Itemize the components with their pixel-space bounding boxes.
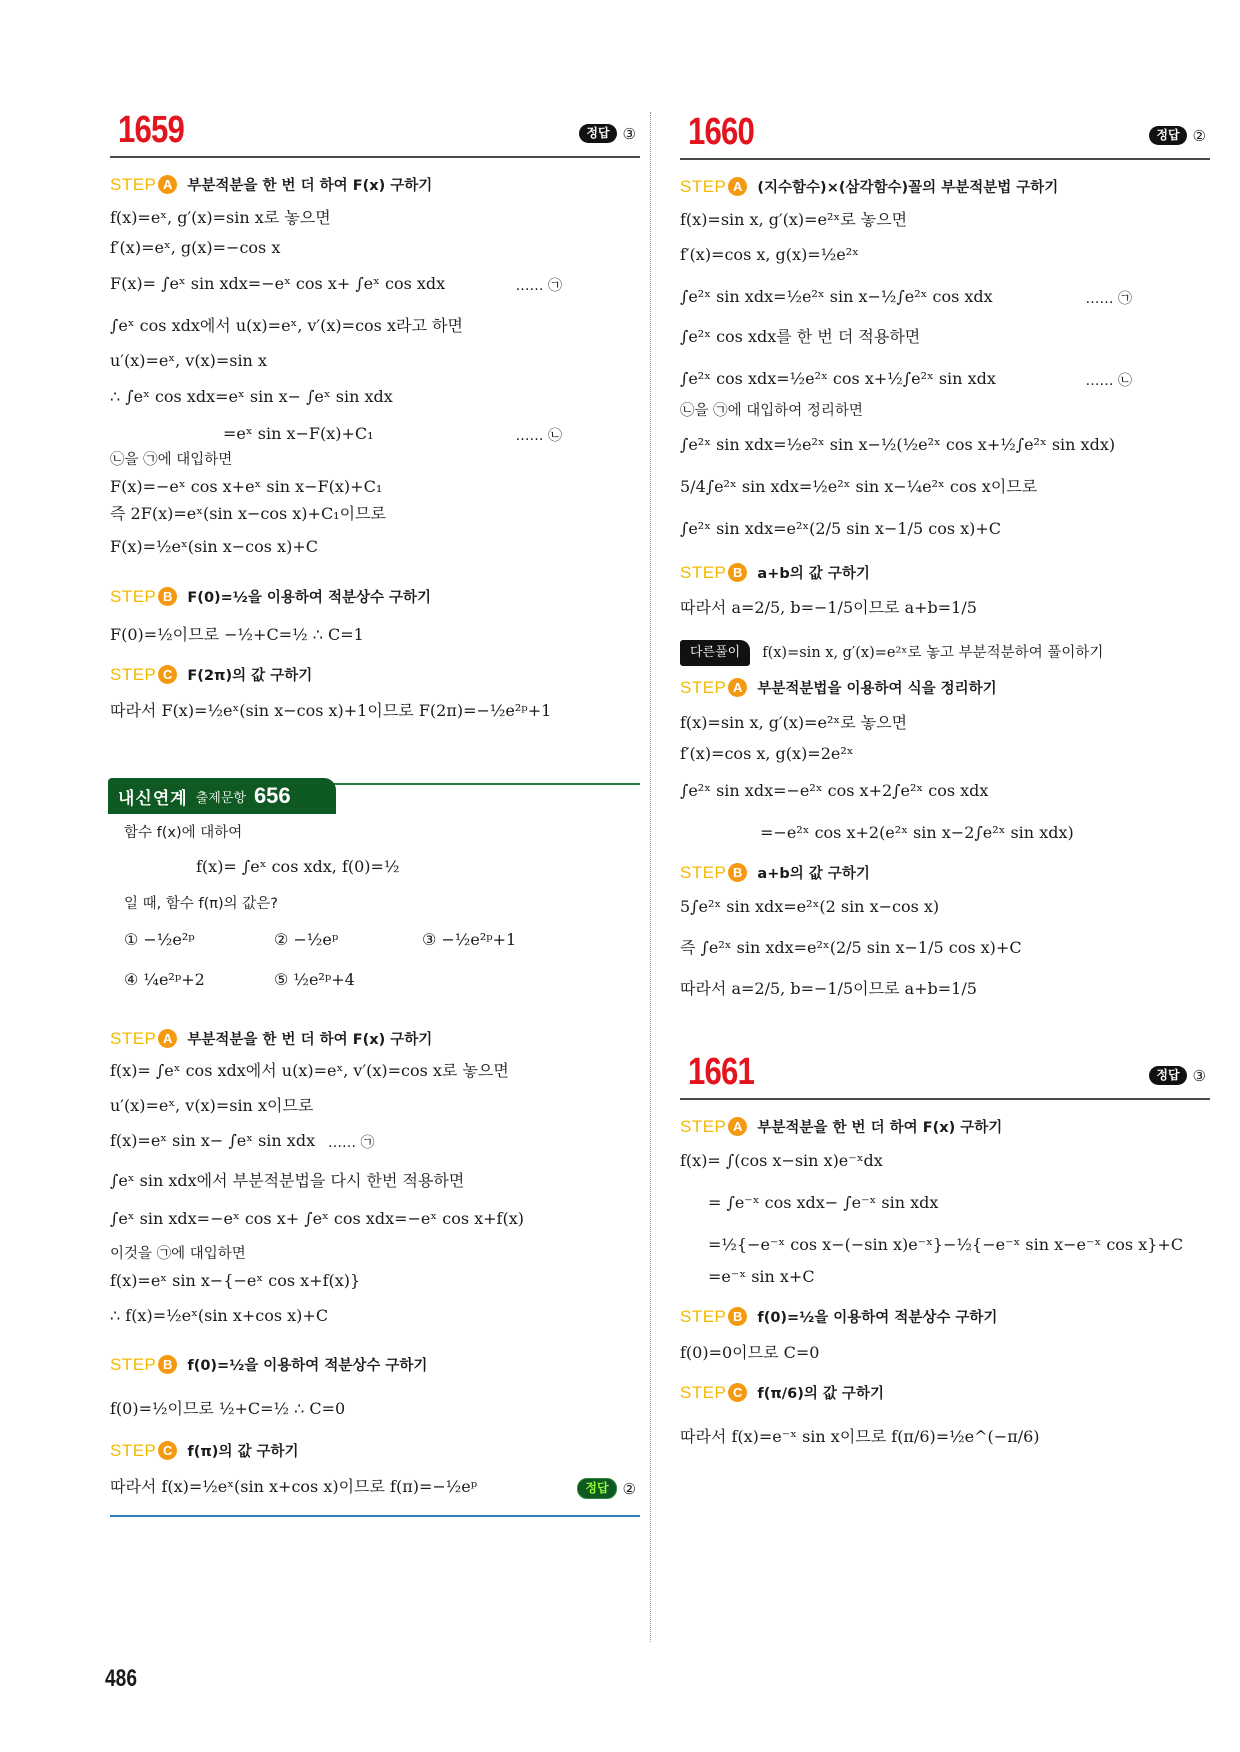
step-tag: STEP C [110, 665, 177, 685]
step-tag: STEP A [680, 678, 747, 698]
step-header [110, 586, 431, 607]
solution-line: =−e²ˣ cos x+2(e²ˣ sin x−2∫e²ˣ sin xdx) [760, 823, 1074, 842]
step-title: 부분적분법을 이용하여 식을 정리하기 [757, 681, 997, 697]
answer-indicator [579, 124, 636, 143]
answer-value: ② [1192, 126, 1206, 145]
step-title: F(0)=½을 이용하여 적분상수 구하기 [187, 590, 432, 606]
choice-3[interactable]: ③ −½e²ᵖ+1 [422, 930, 517, 949]
step-title: f(0)=½을 이용하여 적분상수 구하기 [757, 1310, 998, 1326]
solution-line: 즉 2F(x)=eˣ(sin x−cos x)+C₁이므로 [110, 504, 386, 523]
solution-line: f′(x)=eˣ, g(x)=−cos x [110, 238, 281, 257]
solution-line: f′(x)=cos x, g(x)=½e²ˣ [680, 245, 859, 264]
step-title: f(π)의 값 구하기 [187, 1444, 299, 1460]
step-letter-icon: A [728, 177, 747, 196]
step-title: F(2π)의 값 구하기 [187, 668, 313, 684]
step-header [680, 677, 997, 698]
answer-indicator [1149, 1066, 1206, 1085]
solution-line: f(0)=0이므로 C=0 [680, 1343, 820, 1362]
question-formula: f(x)= ∫eˣ cos xdx, f(0)=½ [196, 857, 400, 876]
column-divider [650, 112, 651, 1642]
solution-line: f(x)=sin x, g′(x)=e²ˣ로 놓으면 [680, 210, 908, 229]
related-title: 내신연계 [118, 788, 188, 809]
step-header [680, 1382, 884, 1403]
step-tag: STEP B [680, 1307, 747, 1327]
solution-line: f(x)=eˣ, g′(x)=sin x로 놓으면 [110, 208, 331, 227]
solution-line: ∫e²ˣ sin xdx=½e²ˣ sin x−½∫e²ˣ cos xdx [680, 287, 993, 306]
equation-marker: …… ㉠ [328, 1135, 375, 1151]
step-tag: STEP B [110, 587, 177, 607]
equation-marker: …… ㉠ [1085, 291, 1132, 307]
step-header [680, 562, 870, 583]
alternative-tag: 다른풀이 [680, 640, 750, 666]
step-letter-icon: B [158, 1355, 177, 1374]
solution-line: 따라서 a=2/5, b=−1/5이므로 a+b=1/5 [680, 979, 977, 998]
step-tag: STEP C [680, 1383, 747, 1403]
problem-number: 1659 [118, 109, 185, 151]
solution-line: 따라서 a=2/5, b=−1/5이므로 a+b=1/5 [680, 598, 977, 617]
solution-line: 따라서 F(x)=½eˣ(sin x−cos x)+1이므로 F(2π)=−½e²ᵖ+1 [110, 701, 552, 720]
solution-line: u′(x)=eˣ, v(x)=sin x이므로 [110, 1096, 314, 1115]
alternative-solution-header [680, 640, 1103, 666]
section-end-rule [110, 1515, 640, 1517]
step-tag: STEP B [680, 563, 747, 583]
step-header [110, 664, 312, 685]
solution-line: =e⁻ˣ sin x+C [708, 1267, 815, 1286]
step-title: (지수함수)×(삼각함수)꼴의 부분적분법 구하기 [757, 180, 1059, 196]
step-letter-icon: C [158, 665, 177, 684]
solution-line: f(x)=eˣ sin x− ∫eˣ sin xdx [110, 1131, 316, 1150]
problem-number: 1660 [688, 111, 755, 153]
step-letter-icon: A [728, 1117, 747, 1136]
answer-badge: 정답 [579, 124, 616, 143]
question-intro: 함수 f(x)에 대하여 [124, 825, 243, 841]
answer-indicator [1149, 126, 1206, 145]
step-letter-icon: C [158, 1441, 177, 1460]
solution-line: ∫e²ˣ cos xdx를 한 번 더 적용하면 [680, 327, 921, 346]
problem-header-1660 [680, 110, 1210, 160]
step-letter-icon: A [728, 678, 747, 697]
solution-line: =½{−e⁻ˣ cos x−(−sin x)e⁻ˣ}−½{−e⁻ˣ sin x−e⁻ˣ cos x}+C [708, 1235, 1184, 1254]
solution-line: 5/4∫e²ˣ sin xdx=½e²ˣ sin x−¼e²ˣ cos x이므로 [680, 477, 1038, 496]
solution-line: ∫e²ˣ sin xdx=−e²ˣ cos x+2∫e²ˣ cos xdx [680, 781, 989, 800]
solution-line: ㉡을 ㉠에 대입하여 정리하면 [680, 403, 863, 419]
related-number: 656 [253, 783, 291, 808]
solution-line: ∫e²ˣ sin xdx=½e²ˣ sin x−½(½e²ˣ cos x+½∫e²ˣ sin xdx) [680, 435, 1116, 454]
step-title: a+b의 값 구하기 [757, 566, 870, 582]
solution-line: = ∫e⁻ˣ cos xdx− ∫e⁻ˣ sin xdx [708, 1193, 939, 1212]
step-header [680, 862, 870, 883]
step-letter-icon: C [728, 1383, 747, 1402]
step-tag: STEP B [110, 1355, 177, 1375]
step-letter-icon: B [728, 563, 747, 582]
solution-line: =eˣ sin x−F(x)+C₁ [223, 424, 374, 443]
step-title: 부분적분을 한 번 더 하여 F(x) 구하기 [187, 178, 433, 194]
step-header [110, 1354, 427, 1375]
related-answer [577, 1478, 636, 1499]
solution-line: ∫eˣ sin xdx=−eˣ cos x+ ∫eˣ cos xdx=−eˣ cos x+f(x) [110, 1209, 524, 1228]
solution-line: u′(x)=eˣ, v(x)=sin x [110, 351, 267, 370]
step-title: a+b의 값 구하기 [757, 866, 870, 882]
choice-4[interactable]: ④ ¼e²ᵖ+2 [124, 970, 205, 989]
solution-line: 5∫e²ˣ sin xdx=e²ˣ(2 sin x−cos x) [680, 897, 940, 916]
step-letter-icon: A [158, 175, 177, 194]
answer-value: ② [622, 1479, 636, 1498]
solution-line: ∫eˣ sin xdx에서 부분적분법을 다시 한번 적용하면 [110, 1171, 465, 1190]
alternative-description: f(x)=sin x, g′(x)=e²ˣ로 놓고 부분적분하여 풀이하기 [762, 645, 1104, 661]
step-title: f(0)=½을 이용하여 적분상수 구하기 [187, 1358, 428, 1374]
solution-line: ∫e²ˣ sin xdx=e²ˣ(2/5 sin x−1/5 cos x)+C [680, 519, 1002, 538]
solution-line: F(0)=½이므로 −½+C=½ ∴ C=1 [110, 625, 364, 644]
solution-line: f(x)=sin x, g′(x)=e²ˣ로 놓으면 [680, 713, 908, 732]
problem-header-1659 [110, 108, 640, 158]
step-tag: STEP A [680, 177, 747, 197]
step-letter-icon: A [158, 1029, 177, 1048]
solution-line: ∴ f(x)=½eˣ(sin x+cos x)+C [110, 1306, 329, 1325]
related-problem-tab [108, 778, 336, 814]
problem-number: 1661 [688, 1051, 755, 1093]
step-letter-icon: B [728, 1307, 747, 1326]
answer-value: ③ [622, 124, 636, 143]
solution-line: 따라서 f(x)=½eˣ(sin x+cos x)이므로 f(π)=−½eᵖ [110, 1477, 478, 1496]
step-header [110, 1440, 299, 1461]
solution-line: f(x)= ∫(cos x−sin x)e⁻ˣdx [680, 1151, 883, 1170]
page-number: 486 [105, 1665, 138, 1692]
step-header [680, 1306, 997, 1327]
solution-line: F(x)= ∫eˣ sin xdx=−eˣ cos x+ ∫eˣ cos xdx [110, 274, 446, 293]
solution-line: 이것을 ㉠에 대입하면 [110, 1246, 246, 1262]
answer-badge: 정답 [577, 1478, 616, 1499]
solution-line: f(x)= ∫eˣ cos xdx에서 u(x)=eˣ, v′(x)=cos x로 놓으면 [110, 1061, 509, 1080]
step-title: 부분적분을 한 번 더 하여 F(x) 구하기 [187, 1032, 433, 1048]
step-tag: STEP A [680, 1117, 747, 1137]
step-header [680, 1116, 1002, 1137]
step-header [680, 176, 1058, 197]
step-header [110, 174, 432, 195]
solution-line: F(x)=−eˣ cos x+eˣ sin x−F(x)+C₁ [110, 477, 383, 496]
question-ask: 일 때, 함수 f(π)의 값은? [124, 896, 278, 912]
solution-line: f′(x)=cos x, g(x)=2e²ˣ [680, 744, 854, 763]
choice-1[interactable]: ① −½e²ᵖ [124, 930, 195, 949]
solution-line: ∫eˣ cos xdx에서 u(x)=eˣ, v′(x)=cos x라고 하면 [110, 316, 463, 335]
problem-header-1661 [680, 1050, 1210, 1100]
related-subtitle: 출제문항 [195, 790, 246, 806]
step-title: f(π/6)의 값 구하기 [757, 1386, 884, 1402]
step-tag: STEP A [110, 175, 177, 195]
step-title: 부분적분을 한 번 더 하여 F(x) 구하기 [757, 1120, 1003, 1136]
solution-line: ∫e²ˣ cos xdx=½e²ˣ cos x+½∫e²ˣ sin xdx [680, 369, 996, 388]
step-header [110, 1028, 432, 1049]
solution-line: ∴ ∫eˣ cos xdx=eˣ sin x− ∫eˣ sin xdx [110, 387, 393, 406]
step-letter-icon: B [158, 587, 177, 606]
solution-line: ㉡을 ㉠에 대입하면 [110, 452, 233, 468]
step-letter-icon: B [728, 863, 747, 882]
equation-marker: …… ㉡ [1085, 373, 1132, 389]
answer-value: ③ [1192, 1066, 1206, 1085]
solution-line: 따라서 f(x)=e⁻ˣ sin x이므로 f(π/6)=½e^(−π/6) [680, 1427, 1040, 1446]
equation-marker: …… ㉡ [515, 428, 562, 444]
equation-marker: …… ㉠ [515, 278, 562, 294]
solution-line: f(x)=eˣ sin x−{−eˣ cos x+f(x)} [110, 1271, 361, 1290]
solution-line: 즉 ∫e²ˣ sin xdx=e²ˣ(2/5 sin x−1/5 cos x)+C [680, 938, 1022, 957]
step-tag: STEP C [110, 1441, 177, 1461]
answer-badge: 정답 [1149, 1066, 1186, 1085]
step-tag: STEP B [680, 863, 747, 883]
choice-5[interactable]: ⑤ ½e²ᵖ+4 [274, 970, 355, 989]
solution-line: F(x)=½eˣ(sin x−cos x)+C [110, 537, 318, 556]
solution-line: f(0)=½이므로 ½+C=½ ∴ C=0 [110, 1399, 346, 1418]
choice-2[interactable]: ② −½eᵖ [274, 930, 339, 949]
answer-badge: 정답 [1149, 126, 1186, 145]
step-tag: STEP A [110, 1029, 177, 1049]
